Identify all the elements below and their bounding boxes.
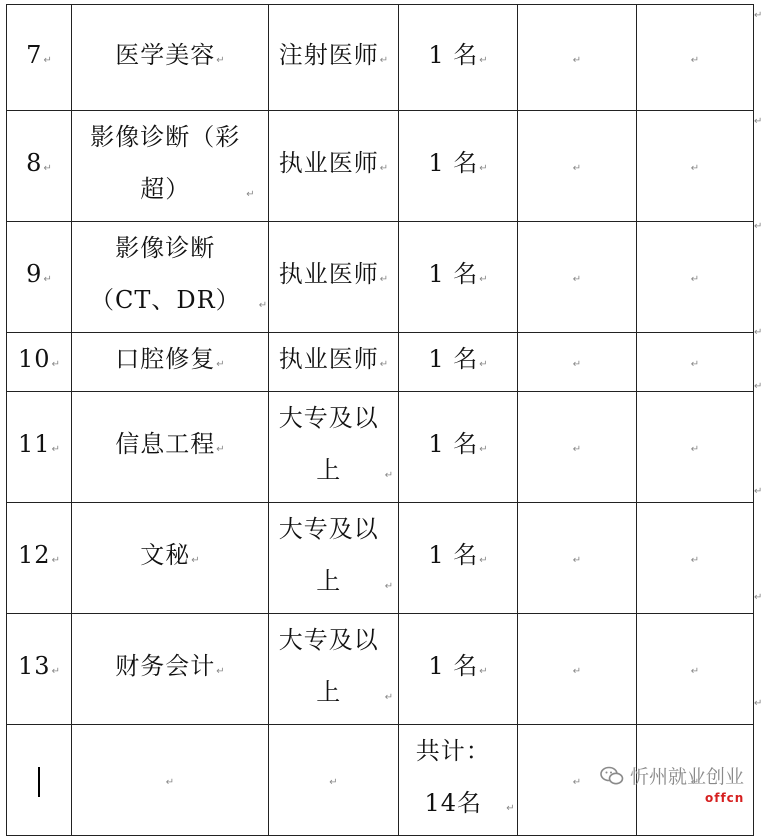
- table-row: [7, 614, 754, 725]
- major-cell[interactable]: [72, 614, 269, 725]
- row-end-mark: [754, 327, 762, 338]
- count-text: 1 名: [428, 541, 479, 569]
- table-row: [7, 392, 754, 503]
- total-text: 共计：14名: [415, 737, 491, 817]
- row-number: 9: [26, 260, 43, 288]
- row-number-cell[interactable]: [7, 111, 72, 222]
- row-number: 8: [26, 149, 43, 177]
- empty-cell[interactable]: [637, 614, 754, 725]
- empty-cell[interactable]: [518, 614, 637, 725]
- requirement-cell[interactable]: [269, 111, 399, 222]
- empty-cell[interactable]: [518, 503, 637, 614]
- major-cell[interactable]: [72, 222, 269, 333]
- table-row: [7, 5, 754, 111]
- count-cell[interactable]: [399, 333, 518, 392]
- count-cell[interactable]: [399, 5, 518, 111]
- table-row: [7, 111, 754, 222]
- row-number-cell[interactable]: [7, 5, 72, 111]
- row-end-mark: [754, 116, 762, 127]
- count-cell[interactable]: [399, 614, 518, 725]
- empty-cell[interactable]: [518, 392, 637, 503]
- total-cell[interactable]: [399, 725, 518, 836]
- empty-cell[interactable]: [518, 333, 637, 392]
- empty-cell[interactable]: [637, 333, 754, 392]
- empty-cell[interactable]: [637, 392, 754, 503]
- major-text: 文秘: [140, 541, 191, 569]
- watermark: [600, 762, 744, 789]
- recruitment-table: [6, 4, 754, 836]
- empty-cell[interactable]: [269, 725, 399, 836]
- row-number: 11: [18, 430, 51, 458]
- count-text: 1 名: [428, 149, 479, 177]
- empty-cell[interactable]: [518, 5, 637, 111]
- row-end-mark: [754, 10, 762, 21]
- requirement-text: 大专及以上: [278, 404, 379, 484]
- requirement-cell[interactable]: [269, 614, 399, 725]
- major-text: 财务会计: [115, 652, 216, 680]
- major-cell[interactable]: [72, 333, 269, 392]
- empty-cell[interactable]: [518, 222, 637, 333]
- count-text: 1 名: [428, 260, 479, 288]
- count-cell[interactable]: [399, 503, 518, 614]
- empty-cell[interactable]: [7, 725, 72, 836]
- empty-cell[interactable]: [637, 503, 754, 614]
- row-number: 13: [18, 652, 51, 680]
- requirement-text: 大专及以上: [278, 626, 379, 706]
- row-end-mark: [754, 486, 762, 497]
- requirement-cell[interactable]: [269, 392, 399, 503]
- table-row: [7, 222, 754, 333]
- major-cell[interactable]: [72, 503, 269, 614]
- watermark-text: 忻州就业创业: [630, 766, 745, 788]
- table-row: [7, 333, 754, 392]
- requirement-cell[interactable]: [269, 5, 399, 111]
- count-text: 1 名: [428, 345, 479, 373]
- requirement-cell[interactable]: [269, 503, 399, 614]
- requirement-text: 注射医师: [278, 40, 379, 69]
- row-number-cell[interactable]: [7, 392, 72, 503]
- major-text: 信息工程: [115, 430, 216, 458]
- major-text: 口腔修复: [115, 345, 216, 373]
- row-number: 12: [18, 541, 51, 569]
- requirement-cell[interactable]: [269, 333, 399, 392]
- empty-cell[interactable]: [637, 5, 754, 111]
- empty-cell[interactable]: [637, 222, 754, 333]
- row-number-cell[interactable]: [7, 614, 72, 725]
- requirement-text: 执业医师: [278, 260, 379, 288]
- count-text: 1 名: [428, 40, 479, 69]
- major-text: 医学美容: [115, 40, 216, 69]
- row-number: 10: [18, 345, 51, 373]
- row-number-cell[interactable]: [7, 503, 72, 614]
- requirement-text: 执业医师: [278, 149, 379, 177]
- major-text: 影像诊断（彩超）: [90, 123, 241, 203]
- empty-cell[interactable]: [637, 111, 754, 222]
- wechat-icon: [600, 766, 624, 786]
- row-number-cell[interactable]: [7, 222, 72, 333]
- row-end-mark: [754, 221, 762, 232]
- count-cell[interactable]: [399, 222, 518, 333]
- row-end-mark: [754, 698, 762, 709]
- count-text: 1 名: [428, 430, 479, 458]
- count-cell[interactable]: [399, 392, 518, 503]
- count-text: 1 名: [428, 652, 479, 680]
- empty-cell[interactable]: [72, 725, 269, 836]
- requirement-cell[interactable]: [269, 222, 399, 333]
- requirement-text: 执业医师: [278, 345, 379, 373]
- row-end-mark: [754, 381, 762, 392]
- major-text: 影像诊断（CT、DR）: [89, 234, 241, 314]
- empty-cell[interactable]: [518, 111, 637, 222]
- count-cell[interactable]: [399, 111, 518, 222]
- row-end-mark: [754, 592, 762, 603]
- row-number-cell[interactable]: [7, 333, 72, 392]
- offcn-stamp: offcn: [705, 791, 745, 805]
- text-cursor: [38, 767, 40, 797]
- major-cell[interactable]: [72, 111, 269, 222]
- major-cell[interactable]: [72, 5, 269, 111]
- requirement-text: 大专及以上: [278, 515, 379, 595]
- table-row: [7, 503, 754, 614]
- major-cell[interactable]: [72, 392, 269, 503]
- row-number: 7: [26, 40, 43, 69]
